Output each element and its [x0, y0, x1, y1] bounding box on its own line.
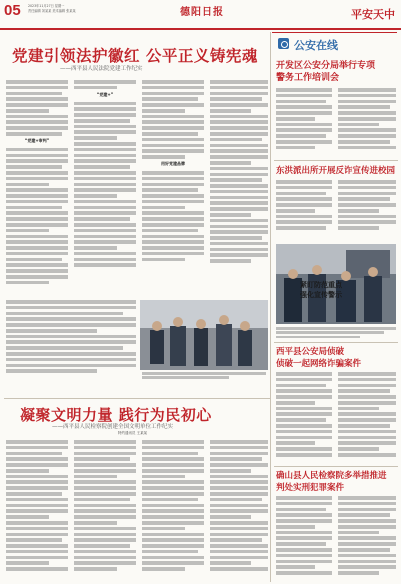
lead-column-1: [6, 80, 68, 295]
right-article-3-title: [276, 346, 361, 370]
right-article-4-col-1: [276, 496, 332, 580]
divider: [4, 398, 270, 399]
police-badge-icon: [278, 38, 289, 49]
lead-column-4: [210, 80, 268, 295]
page-number: 05: [4, 2, 21, 19]
right-article-4-title-line-1: 确山县人民检察院多举措推进: [276, 471, 387, 481]
right-article-1-title: [276, 60, 375, 84]
lead-subhead-1: “党建+审判”: [24, 137, 50, 143]
lead-article-subtitle: ——西平县人民法院党建工作纪实: [60, 66, 143, 72]
right-article-4-title: [276, 470, 387, 494]
photo-overlay-title-line-1: 紧盯防范重点: [300, 280, 342, 289]
header-editors: 责任编辑 刘某某 美术编辑 张某某: [28, 9, 76, 13]
right-divider-3: [274, 466, 398, 467]
bottom-article-byline: 特约通讯员 王某某: [118, 431, 148, 435]
column-divider: [270, 32, 271, 582]
right-article-3-col-1: [276, 372, 332, 462]
photo-overlay-title-line-2: 强化宣传警示: [300, 290, 342, 299]
right-photo-caption: [276, 327, 396, 340]
right-divider-1: [274, 160, 398, 161]
police-online-banner: [272, 32, 397, 54]
lead-article-title: 党建引领法护徽红 公平正义铸宪魂: [12, 46, 258, 65]
lead-photo-caption: [142, 372, 266, 381]
newspaper-logo: 德阳日报: [180, 7, 224, 18]
page-header: [0, 0, 401, 30]
bottom-article-title: 凝聚文明力量 践行为民初心: [20, 406, 212, 424]
bottom-article-subtitle: ——西平县人民检察院创建全国文明单位工作纪实: [52, 424, 174, 430]
header-meta: [28, 4, 108, 14]
right-article-4-col-2: [338, 496, 396, 580]
right-divider-2: [274, 342, 398, 343]
lead-subhead-2: “党建+”: [96, 91, 114, 97]
right-article-1-title-line-1: 开发区公安分局举行专项: [276, 61, 376, 71]
bottom-column-2: [74, 440, 136, 580]
lead-column-2: [74, 80, 136, 295]
right-article-1-title-line-2: 警务工作培训会: [276, 73, 340, 83]
lead-subhead-3: 用好党建品牌: [161, 160, 185, 166]
bottom-column-3: [142, 440, 204, 580]
section-title: 平安天中: [351, 8, 395, 21]
right-article-2-title: [276, 165, 395, 177]
right-article-2-col-1: [276, 180, 332, 240]
right-article-1-col-2: [338, 88, 396, 158]
photo-overlay-title: [300, 280, 342, 300]
lead-photo: [140, 300, 268, 370]
lead-column-3: [142, 80, 204, 295]
bottom-column-4: [210, 440, 268, 580]
lead-continued: [6, 300, 136, 380]
right-article-3-title-line-1: 西平县公安局侦破: [276, 347, 345, 357]
right-article-2-title-line-1: 东洪派出所开展反诈宣传进校园: [276, 166, 396, 176]
header-date: 2023年11月27日 星期一: [28, 4, 65, 8]
right-article-2-col-2: [338, 180, 396, 240]
bottom-column-1: [6, 440, 68, 580]
right-article-4-title-line-2: 判处实刑犯罪案件: [276, 483, 345, 493]
right-article-3-col-2: [338, 372, 396, 462]
right-article-3-title-line-2: 侦破一起网络诈骗案件: [276, 359, 362, 369]
banner-label: 公安在线: [294, 39, 338, 52]
right-article-1-col-1: [276, 88, 332, 158]
